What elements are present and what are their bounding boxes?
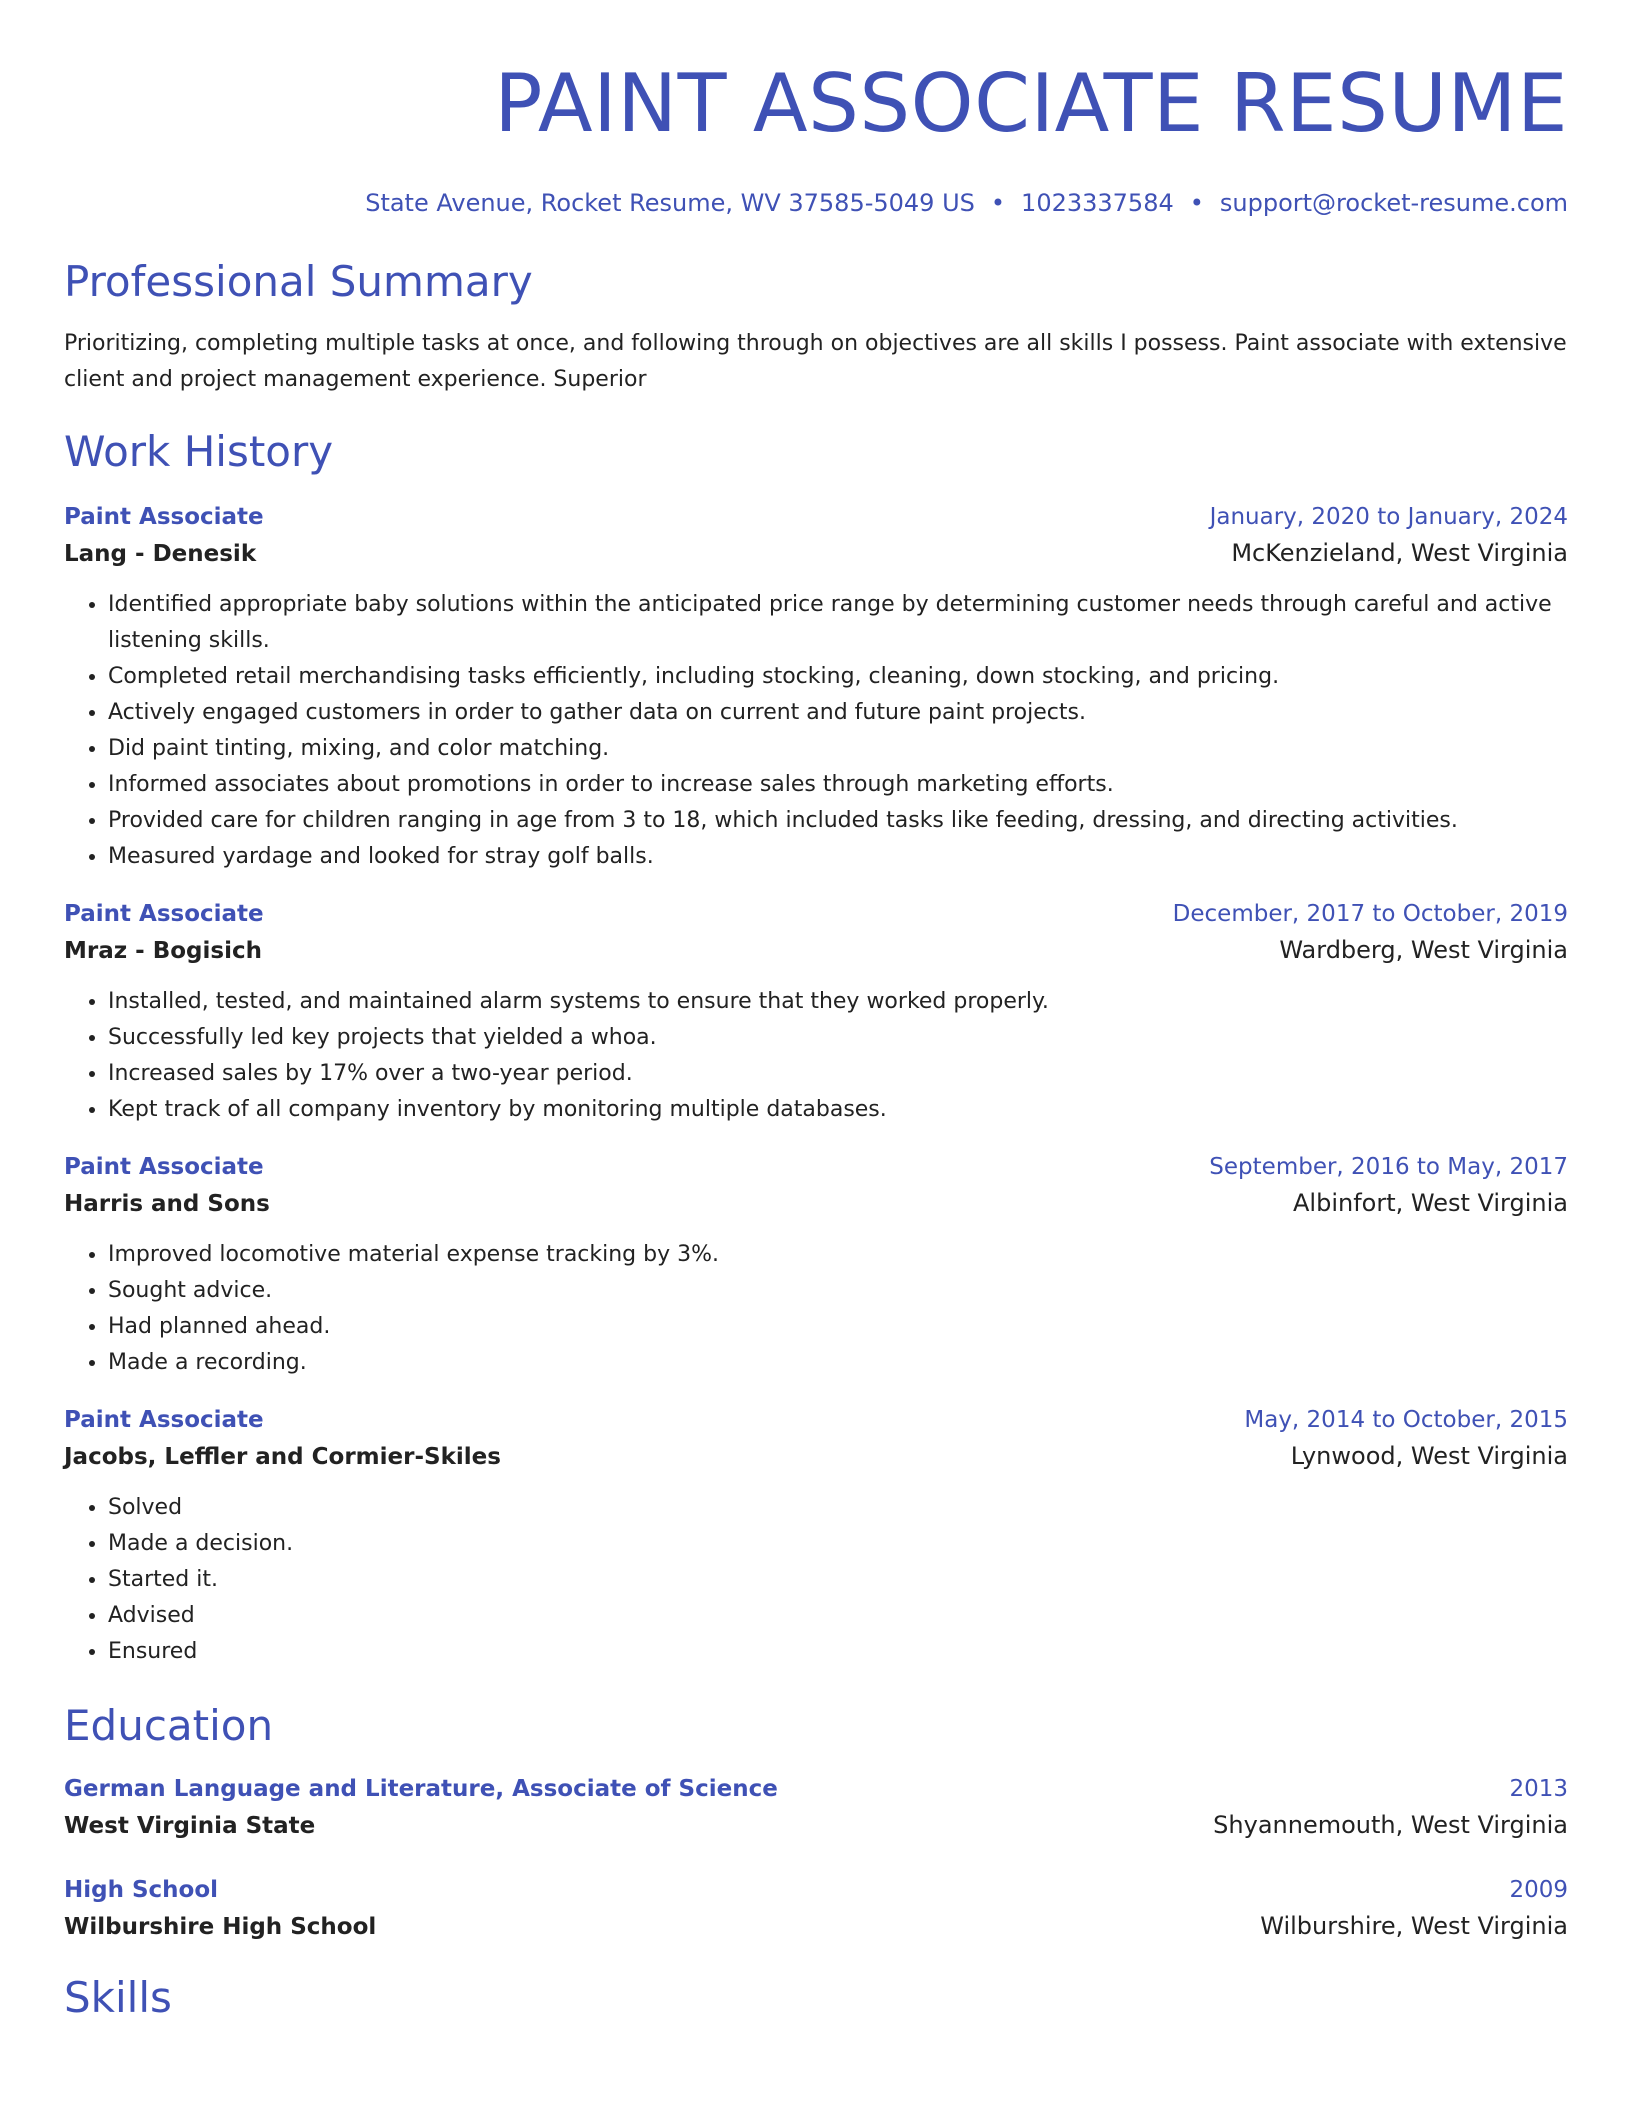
section-title-skills: Skills bbox=[64, 1973, 172, 2022]
work-entry-subheader bbox=[64, 1184, 1568, 1223]
job-bullet: • Completed retail merchandising tasks efficiently, including stocking, cleaning, down stocking, and pricing. bbox=[108, 659, 1568, 695]
job-bullet: • Ensured bbox=[108, 1634, 1568, 1670]
contact-address: State Avenue, Rocket Resume, WV 37585-5049 US bbox=[365, 189, 975, 217]
job-title: Paint Associate bbox=[64, 901, 264, 927]
job-bullets bbox=[64, 587, 1568, 875]
resume-header bbox=[64, 58, 1568, 218]
work-entry bbox=[64, 1150, 1568, 1381]
job-dates: September, 2016 to May, 2017 bbox=[1209, 1154, 1568, 1180]
work-entry-header bbox=[64, 1150, 1568, 1184]
work-entry-subheader bbox=[64, 1437, 1568, 1476]
work-entry-subheader bbox=[64, 534, 1568, 573]
company-name: Harris and Sons bbox=[64, 1191, 270, 1217]
summary-text: Prioritizing, completing multiple tasks at once, and following through on objectives are all skills I possess. Paint associate with extensive client and project management experience. Superior bbox=[64, 331, 1567, 392]
degree-name: High School bbox=[64, 1877, 219, 1903]
job-bullet: • Successfully led key projects that yielded a whoa. bbox=[108, 1020, 1568, 1056]
company-name: Mraz - Bogisich bbox=[64, 938, 262, 964]
work-entry bbox=[64, 1403, 1568, 1670]
school-name: Wilburshire High School bbox=[64, 1914, 377, 1940]
graduation-year: 2009 bbox=[1509, 1877, 1568, 1903]
job-bullet: • Installed, tested, and maintained alarm systems to ensure that they worked properly. bbox=[108, 984, 1568, 1020]
section-title-summary: Professional Summary bbox=[64, 257, 533, 306]
job-bullet: • Advised bbox=[108, 1598, 1568, 1634]
job-dates: December, 2017 to October, 2019 bbox=[1172, 901, 1568, 927]
education-entry bbox=[64, 1873, 1568, 1946]
resume-title: PAINT ASSOCIATE RESUME bbox=[494, 57, 1568, 150]
job-bullet: • Identified appropriate baby solutions within the anticipated price range by determining customer needs through careful and active listening skills. bbox=[108, 587, 1568, 659]
job-location: Wardberg, West Virginia bbox=[1279, 936, 1568, 964]
job-bullet: • Made a recording. bbox=[108, 1345, 1568, 1381]
job-bullets bbox=[64, 1490, 1568, 1670]
section-title-work-history: Work History bbox=[64, 427, 334, 476]
job-bullets bbox=[64, 984, 1568, 1128]
work-entry bbox=[64, 500, 1568, 875]
company-name: Lang - Denesik bbox=[64, 541, 257, 567]
contact-line bbox=[64, 188, 1568, 218]
job-bullet: • Made a decision. bbox=[108, 1526, 1568, 1562]
education-entry-header bbox=[64, 1873, 1568, 1907]
job-bullet: • Improved locomotive material expense tracking by 3%. bbox=[108, 1237, 1568, 1273]
job-location: Lynwood, West Virginia bbox=[1290, 1442, 1568, 1470]
contact-phone: 1023337584 bbox=[1021, 189, 1174, 217]
company-name: Jacobs, Leffler and Cormier-Skiles bbox=[64, 1444, 501, 1470]
job-bullet: • Actively engaged customers in order to gather data on current and future paint projects. bbox=[108, 695, 1568, 731]
job-bullet: • Provided care for children ranging in age from 3 to 18, which included tasks like feeding, dressing, and directing activities. bbox=[108, 803, 1568, 839]
job-bullet: • Increased sales by 17% over a two-year period. bbox=[108, 1056, 1568, 1092]
education-entry-subheader bbox=[64, 1806, 1568, 1845]
job-bullet: • Solved bbox=[108, 1490, 1568, 1526]
job-dates: May, 2014 to October, 2015 bbox=[1244, 1407, 1568, 1433]
section-title-education: Education bbox=[64, 1701, 274, 1750]
job-bullet: • Did paint tinting, mixing, and color matching. bbox=[108, 731, 1568, 767]
contact-separator: • bbox=[990, 189, 1006, 217]
job-bullet: • Kept track of all company inventory by monitoring multiple databases. bbox=[108, 1092, 1568, 1128]
job-bullet: • Measured yardage and looked for stray golf balls. bbox=[108, 839, 1568, 875]
job-bullet: • Informed associates about promotions in order to increase sales through marketing efforts. bbox=[108, 767, 1568, 803]
job-title: Paint Associate bbox=[64, 1154, 264, 1180]
education-entry-subheader bbox=[64, 1907, 1568, 1946]
job-location: Albinfort, West Virginia bbox=[1293, 1189, 1568, 1217]
education-entry bbox=[64, 1772, 1568, 1845]
work-entry bbox=[64, 897, 1568, 1128]
school-location: Wilburshire, West Virginia bbox=[1260, 1912, 1568, 1940]
job-bullets bbox=[64, 1237, 1568, 1381]
work-entry-header bbox=[64, 500, 1568, 534]
education-entry-header bbox=[64, 1772, 1568, 1806]
work-entry-subheader bbox=[64, 931, 1568, 970]
job-bullet: • Had planned ahead. bbox=[108, 1309, 1568, 1345]
degree-name: German Language and Literature, Associate of Science bbox=[64, 1776, 778, 1802]
job-title: Paint Associate bbox=[64, 504, 264, 530]
job-dates: January, 2020 to January, 2024 bbox=[1209, 504, 1568, 530]
graduation-year: 2013 bbox=[1509, 1776, 1568, 1802]
work-entry-header bbox=[64, 1403, 1568, 1437]
school-name: West Virginia State bbox=[64, 1813, 316, 1839]
job-bullet: • Sought advice. bbox=[108, 1273, 1568, 1309]
contact-separator: • bbox=[1189, 189, 1204, 217]
contact-email: support@rocket-resume.com bbox=[1219, 189, 1568, 217]
work-entry-header bbox=[64, 897, 1568, 931]
job-bullet: • Started it. bbox=[108, 1562, 1568, 1598]
job-location: McKenzieland, West Virginia bbox=[1231, 539, 1568, 567]
job-title: Paint Associate bbox=[64, 1407, 264, 1433]
school-location: Shyannemouth, West Virginia bbox=[1213, 1811, 1568, 1839]
